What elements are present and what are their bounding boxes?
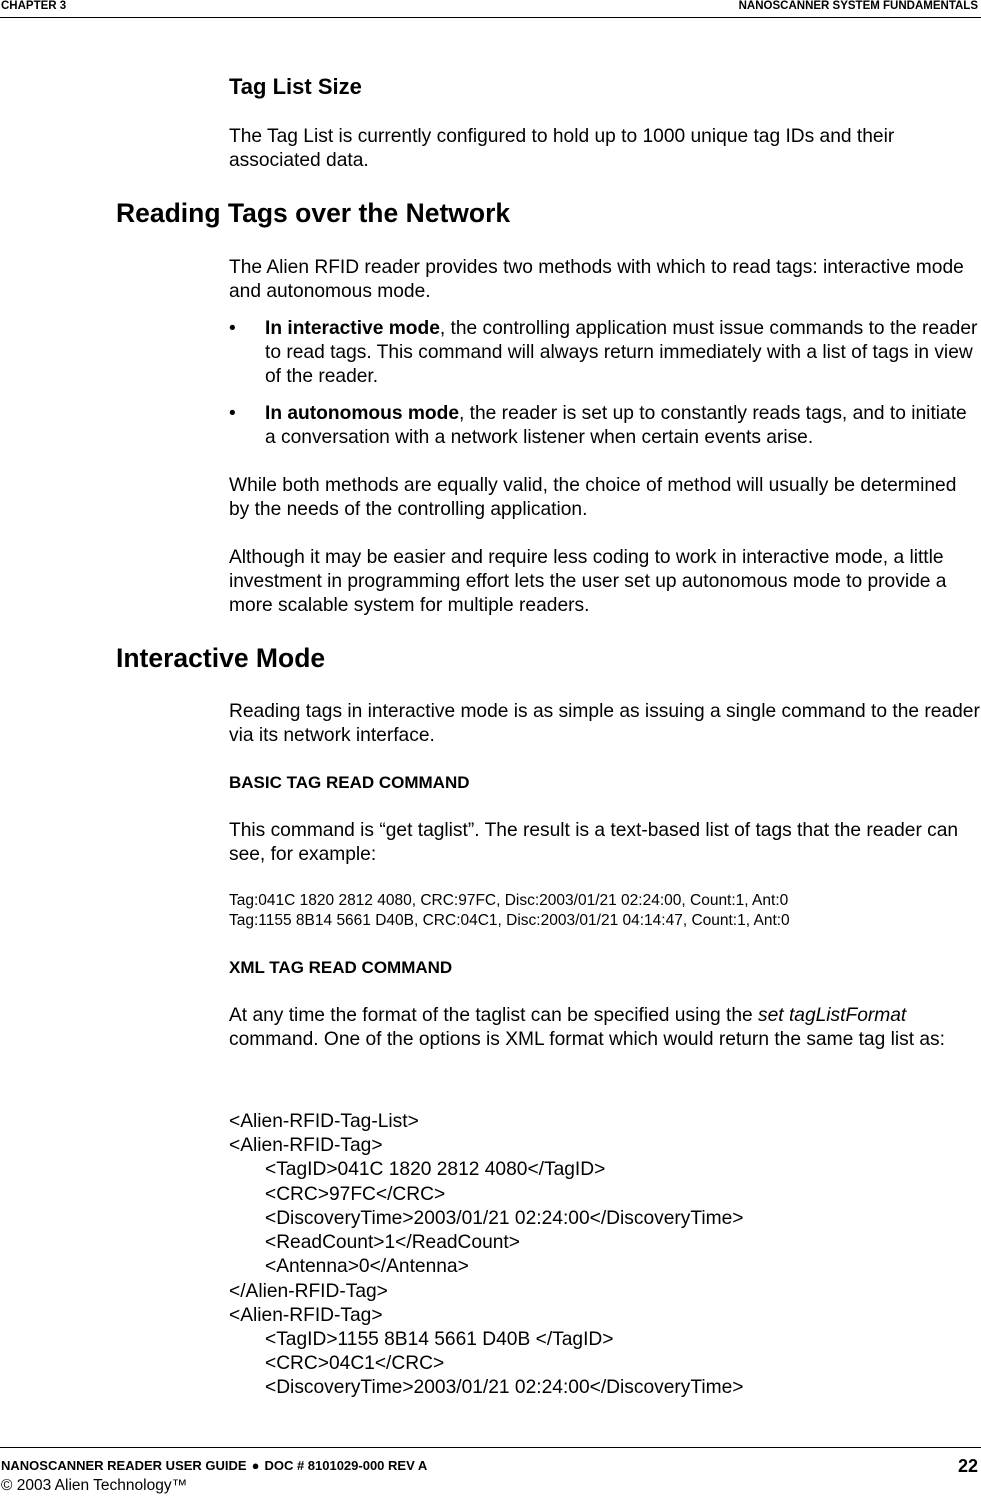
bullet-autonomous-text: [265, 402, 981, 450]
running-header: [0, 0, 981, 18]
chapter-label: CHAPTER 3: [1, 0, 67, 12]
bullet-interactive-text: [265, 317, 981, 389]
bullet-autonomous-rest: , the reader is set up to constantly reads tags, and to initiate a conversation with a network listener when certain events arise.: [265, 403, 967, 448]
methods-para: While both methods are equally valid, the choice of method will usually be determined by the needs of the controlling application.: [229, 475, 957, 520]
xml-line: <Antenna>0</Antenna>: [265, 1256, 469, 1277]
running-footer: [0, 1447, 981, 1497]
sample-taglist-line: Tag:041C 1820 2812 4080, CRC:97FC, Disc:2003/01/21 02:24:00, Count:1, Ant:0: [229, 892, 789, 909]
bullet-dot-icon: •: [229, 403, 236, 424]
sample-taglist-line: Tag:1155 8B14 5661 D40B, CRC:04C1, Disc:2003/01/21 04:14:47, Count:1, Ant:0: [229, 912, 790, 929]
xml-line: <ReadCount>1</ReadCount>: [265, 1232, 520, 1253]
xml-line: <TagID>041C 1820 2812 4080</TagID>: [265, 1159, 606, 1180]
xml-text-after: command. One of the options is XML format which would return the same tag list as:: [229, 1029, 945, 1050]
xml-tag-read-text: [229, 1004, 981, 1052]
basic-tag-read-heading: BASIC TAG READ COMMAND: [229, 773, 470, 792]
section-title: NANOSCANNER SYSTEM FUNDAMENTALS: [738, 0, 978, 12]
xml-line: <Alien-RFID-Tag-List>: [229, 1111, 419, 1132]
interactive-mode-heading: Interactive Mode: [116, 643, 326, 673]
footer-doc-number: DOC # 8101029-000 REV A: [264, 1458, 428, 1473]
bullet-interactive-mode: [229, 317, 981, 389]
xml-line: <Alien-RFID-Tag>: [229, 1305, 383, 1326]
xml-tag-read-heading: XML TAG READ COMMAND: [229, 958, 453, 977]
tag-list-size-heading: Tag List Size: [229, 74, 362, 99]
tag-list-size-body: The Tag List is currently configured to hold up to 1000 unique tag IDs and their associated data.: [229, 126, 895, 171]
reading-tags-heading: Reading Tags over the Network: [116, 198, 511, 228]
basic-tag-read-text: This command is “get taglist”. The result is a text-based list of tags that the reader can see, for example:: [229, 820, 959, 865]
xml-text-before: At any time the format of the taglist can be specified using the: [229, 1005, 759, 1026]
xml-line: <DiscoveryTime>2003/01/21 02:24:00</DiscoveryTime>: [265, 1208, 744, 1229]
reading-tags-intro: The Alien RFID reader provides two methods with which to read tags: interactive mode and autonomous mode.: [229, 257, 964, 302]
xml-line: </Alien-RFID-Tag>: [229, 1281, 388, 1302]
xml-line: <CRC>97FC</CRC>: [265, 1184, 446, 1205]
xml-line: <Alien-RFID-Tag>: [229, 1135, 383, 1156]
bullet-dot-icon: •: [229, 318, 236, 339]
scalability-para: Although it may be easier and require less coding to work in interactive mode, a little investment in programming effort lets the user set up autonomous mode to provide a more scalable system for multiple readers.: [229, 547, 947, 616]
bullet-autonomous-mode: [229, 402, 981, 450]
copyright: © 2003 Alien Technology™: [1, 1477, 188, 1494]
interactive-mode-intro: Reading tags in interactive mode is as simple as issuing a single command to the reader via its network interface.: [229, 701, 980, 746]
footer-doc-info: [1, 1458, 427, 1473]
bullet-interactive-rest: , the controlling application must issue commands to the reader to read tags. This command will always return immediately with a list of tags in view of the reader.: [265, 318, 978, 387]
set-taglistformat-command: set tagListFormat: [758, 1005, 907, 1026]
xml-line: <DiscoveryTime>2003/01/21 02:24:00</DiscoveryTime>: [265, 1377, 744, 1398]
xml-line: <CRC>04C1</CRC>: [265, 1353, 445, 1374]
xml-line: <TagID>1155 8B14 5661 D40B </TagID>: [265, 1329, 614, 1350]
bullet-autonomous-bold: In autonomous mode: [265, 403, 460, 424]
page-number: 22: [957, 1456, 978, 1476]
footer-separator-icon: ●: [251, 1458, 260, 1473]
bullet-interactive-bold: In interactive mode: [265, 318, 440, 339]
footer-guide-title: NANOSCANNER READER USER GUIDE: [1, 1458, 247, 1473]
